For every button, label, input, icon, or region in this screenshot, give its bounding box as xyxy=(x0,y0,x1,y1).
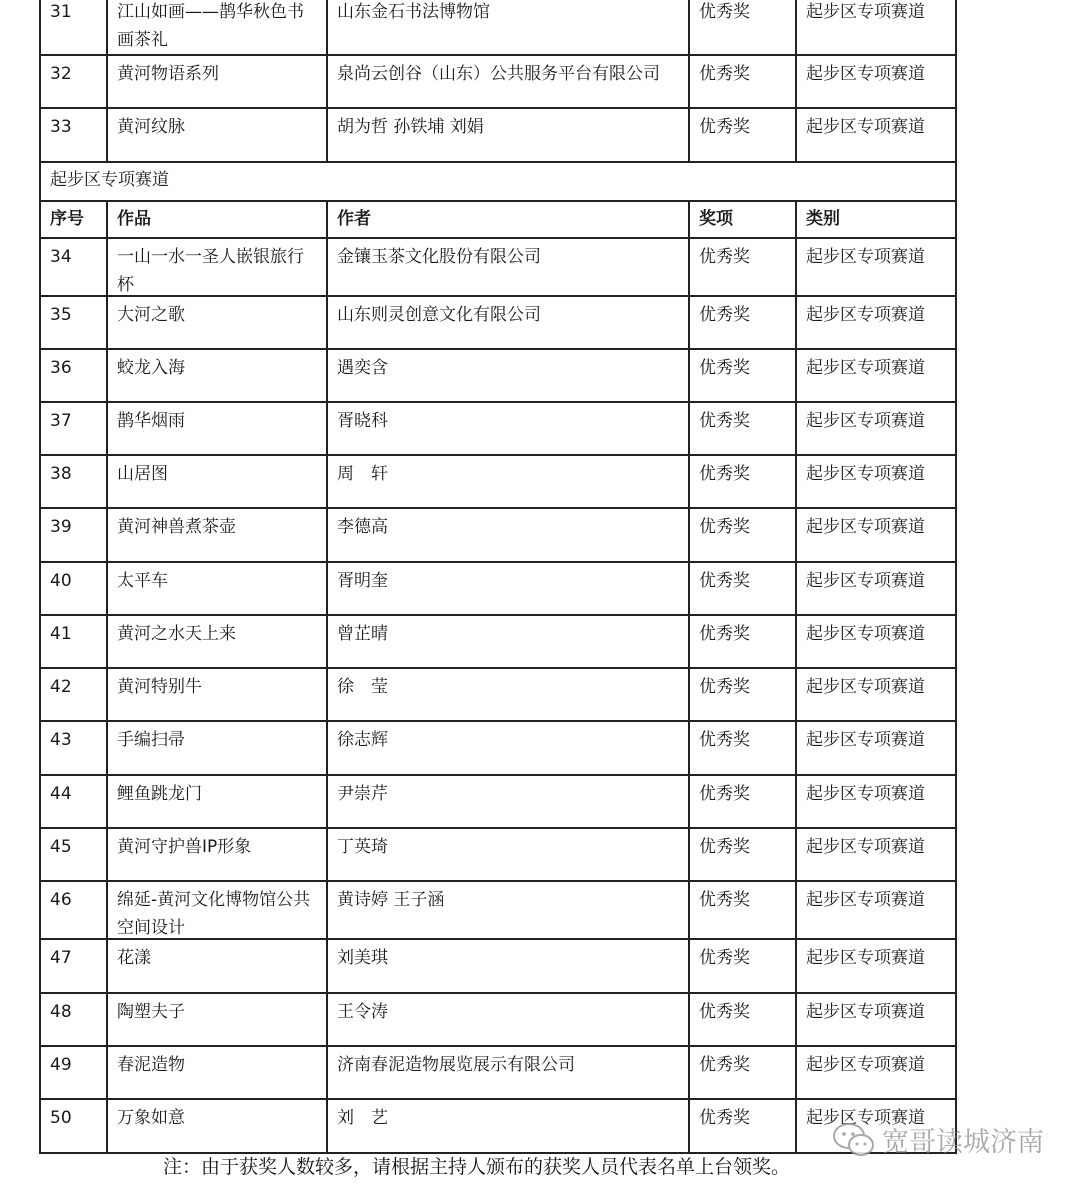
cell-award: 优秀奖 xyxy=(688,776,795,827)
cell-no: 38 xyxy=(50,464,72,484)
cell-award: 优秀奖 xyxy=(688,509,795,561)
cell-category: 起步区专项赛道 xyxy=(795,722,955,774)
cell-work: 黄河物语系列 xyxy=(106,56,326,107)
table-row xyxy=(41,0,955,54)
cell-no: 41 xyxy=(50,624,72,644)
cell-category: 起步区专项赛道 xyxy=(795,1100,955,1152)
cell-author: 李德高 xyxy=(326,509,688,561)
cell-award: 优秀奖 xyxy=(688,940,795,992)
cell-award: 优秀奖 xyxy=(688,563,795,614)
cell-award: 优秀奖 xyxy=(688,616,795,667)
cell-author: 胥晓科 xyxy=(326,403,688,454)
cell-category: 起步区专项赛道 xyxy=(795,403,955,454)
header-no: 序号 xyxy=(50,209,84,229)
cell-work: 陶塑夫子 xyxy=(106,994,326,1045)
table-row xyxy=(41,237,955,295)
cell-author: 黄诗婷 王子涵 xyxy=(326,882,688,938)
cell-work: 万象如意 xyxy=(106,1100,326,1152)
cell-award: 优秀奖 xyxy=(688,1047,795,1098)
table-row xyxy=(41,880,955,938)
watermark xyxy=(832,1120,1044,1159)
header-author: 作者 xyxy=(326,202,688,237)
watermark-text: 宽哥读城济南 xyxy=(882,1127,1044,1158)
cell-work: 黄河守护兽IP形象 xyxy=(106,829,326,880)
cell-no: 46 xyxy=(50,890,72,910)
cell-work: 鹊华烟雨 xyxy=(106,403,326,454)
cell-no: 49 xyxy=(50,1055,72,1075)
cell-author: 尹崇芹 xyxy=(326,776,688,827)
cell-category: 起步区专项赛道 xyxy=(795,994,955,1045)
cell-author: 泉尚云创谷（山东）公共服务平台有限公司 xyxy=(326,56,688,107)
cell-work: 绵延-黄河文化博物馆公共空间设计 xyxy=(106,882,326,938)
cell-award: 优秀奖 xyxy=(688,239,795,295)
cell-no: 45 xyxy=(50,837,72,857)
cell-no: 36 xyxy=(50,358,72,378)
cell-work: 鲤鱼跳龙门 xyxy=(106,776,326,827)
cell-work: 花漾 xyxy=(106,940,326,992)
cell-award: 优秀奖 xyxy=(688,456,795,507)
table-row xyxy=(41,401,955,454)
cell-category: 起步区专项赛道 xyxy=(795,882,955,938)
table-row xyxy=(41,667,955,720)
header-work: 作品 xyxy=(106,202,326,237)
cell-no: 39 xyxy=(50,517,72,537)
cell-award: 优秀奖 xyxy=(688,350,795,401)
cell-work: 黄河特别牛 xyxy=(106,669,326,720)
cell-work: 黄河之水天上来 xyxy=(106,616,326,667)
table-row xyxy=(41,1098,955,1152)
cell-no: 47 xyxy=(50,948,72,968)
cell-author: 济南春泥造物展览展示有限公司 xyxy=(326,1047,688,1098)
header-category: 类别 xyxy=(795,202,955,237)
header-award: 奖项 xyxy=(688,202,795,237)
cell-author: 刘美琪 xyxy=(326,940,688,992)
cell-author: 刘 艺 xyxy=(326,1100,688,1152)
table-row xyxy=(41,561,955,614)
cell-category: 起步区专项赛道 xyxy=(795,940,955,992)
cell-author: 遇奕含 xyxy=(326,350,688,401)
cell-category: 起步区专项赛道 xyxy=(795,829,955,880)
cell-category: 起步区专项赛道 xyxy=(795,109,955,161)
table-row xyxy=(41,348,955,401)
cell-no: 35 xyxy=(50,305,72,325)
cell-award: 优秀奖 xyxy=(688,297,795,348)
cell-author: 曾芷晴 xyxy=(326,616,688,667)
cell-award: 优秀奖 xyxy=(688,722,795,774)
cell-award: 优秀奖 xyxy=(688,882,795,938)
cell-category: 起步区专项赛道 xyxy=(795,1047,955,1098)
cell-category: 起步区专项赛道 xyxy=(795,776,955,827)
cell-work: 大河之歌 xyxy=(106,297,326,348)
cell-work: 一山一水一圣人嵌银旅行杯 xyxy=(106,239,326,295)
cell-award: 优秀奖 xyxy=(688,403,795,454)
cell-category: 起步区专项赛道 xyxy=(795,0,955,54)
cell-category: 起步区专项赛道 xyxy=(795,669,955,720)
cell-work: 山居图 xyxy=(106,456,326,507)
awards-table xyxy=(39,0,957,1154)
section-row xyxy=(41,161,955,200)
table-row xyxy=(41,454,955,507)
cell-category: 起步区专项赛道 xyxy=(795,563,955,614)
cell-no: 40 xyxy=(50,571,72,591)
cell-author: 胡为哲 孙铁埔 刘娟 xyxy=(326,109,688,161)
cell-work: 黄河纹脉 xyxy=(106,109,326,161)
cell-author: 丁英琦 xyxy=(326,829,688,880)
cell-no: 42 xyxy=(50,677,72,697)
wechat-icon xyxy=(832,1122,876,1158)
table-row xyxy=(41,774,955,827)
cell-no: 31 xyxy=(50,2,72,22)
cell-category: 起步区专项赛道 xyxy=(795,616,955,667)
cell-category: 起步区专项赛道 xyxy=(795,509,955,561)
cell-no: 48 xyxy=(50,1002,72,1022)
table-row xyxy=(41,938,955,992)
cell-work: 江山如画——鹊华秋色书画茶礼 xyxy=(106,0,326,54)
cell-author: 徐 莹 xyxy=(326,669,688,720)
cell-no: 44 xyxy=(50,784,72,804)
cell-no: 34 xyxy=(50,247,72,267)
cell-category: 起步区专项赛道 xyxy=(795,239,955,295)
cell-no: 43 xyxy=(50,730,72,750)
cell-author: 徐志辉 xyxy=(326,722,688,774)
cell-no: 32 xyxy=(50,64,72,84)
table-row xyxy=(41,827,955,880)
cell-category: 起步区专项赛道 xyxy=(795,56,955,107)
cell-award: 优秀奖 xyxy=(688,109,795,161)
cell-author: 周 轩 xyxy=(326,456,688,507)
table-row xyxy=(41,54,955,107)
cell-work: 黄河神兽煮茶壶 xyxy=(106,509,326,561)
table-row xyxy=(41,295,955,348)
table-row xyxy=(41,507,955,561)
section-title: 起步区专项赛道 xyxy=(50,170,169,190)
cell-no: 37 xyxy=(50,411,72,431)
cell-category: 起步区专项赛道 xyxy=(795,297,955,348)
cell-work: 春泥造物 xyxy=(106,1047,326,1098)
cell-award: 优秀奖 xyxy=(688,994,795,1045)
table-row xyxy=(41,720,955,774)
cell-category: 起步区专项赛道 xyxy=(795,350,955,401)
table-row xyxy=(41,107,955,161)
cell-work: 太平车 xyxy=(106,563,326,614)
cell-author: 山东金石书法博物馆 xyxy=(326,0,688,54)
table-row xyxy=(41,614,955,667)
cell-no: 50 xyxy=(50,1108,72,1128)
cell-award: 优秀奖 xyxy=(688,56,795,107)
cell-award: 优秀奖 xyxy=(688,1100,795,1152)
cell-category: 起步区专项赛道 xyxy=(795,456,955,507)
cell-author: 山东则灵创意文化有限公司 xyxy=(326,297,688,348)
cell-work: 蛟龙入海 xyxy=(106,350,326,401)
cell-award: 优秀奖 xyxy=(688,0,795,54)
table-header xyxy=(41,200,955,237)
cell-author: 胥明奎 xyxy=(326,563,688,614)
table-row xyxy=(41,1045,955,1098)
cell-author: 金镶玉茶文化股份有限公司 xyxy=(326,239,688,295)
table-row xyxy=(41,992,955,1045)
footnote: 注：由于获奖人数较多，请根据主持人颁布的获奖人员代表名单上台领奖。 xyxy=(163,1156,791,1178)
cell-award: 优秀奖 xyxy=(688,669,795,720)
cell-award: 优秀奖 xyxy=(688,829,795,880)
cell-work: 手编扫帚 xyxy=(106,722,326,774)
cell-no: 33 xyxy=(50,117,72,137)
cell-author: 王令涛 xyxy=(326,994,688,1045)
